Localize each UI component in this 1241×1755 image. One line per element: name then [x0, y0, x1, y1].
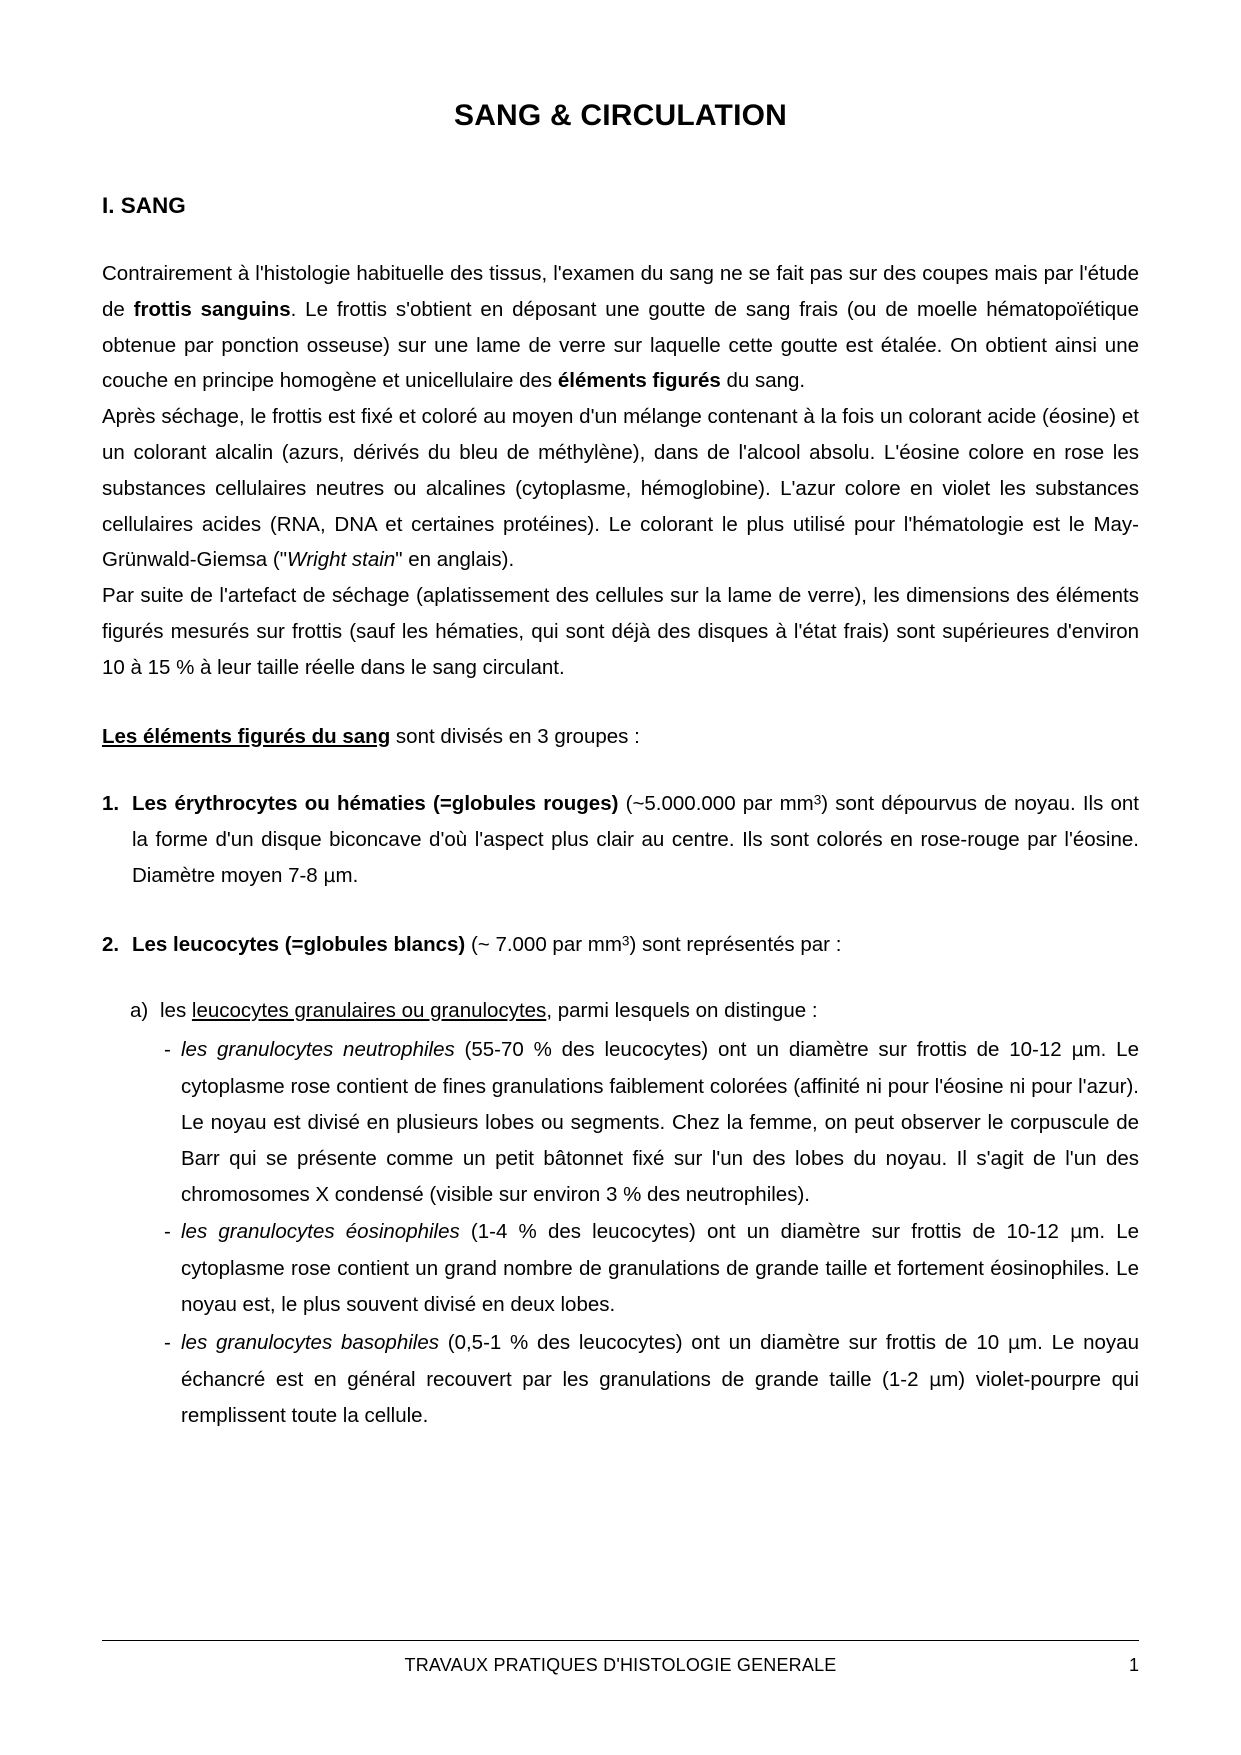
paragraph-intro-text-1: Contrairement à l'histologie habituelle des tissus, l'examen du sang ne se fait pas sur des coupes mais par l'étude de	[102, 262, 1139, 321]
basophiles-body-3: m) violet-pourpre qui remplissent toute la cellule.	[181, 1367, 1139, 1428]
page-footer	[102, 1640, 1139, 1676]
superscript-cube-2: 3	[621, 933, 630, 949]
page-number: 1	[1128, 1655, 1139, 1675]
term-elements-figures: éléments figurés	[557, 369, 721, 393]
paragraph-intro	[102, 256, 1139, 399]
list-item-neutrophiles	[102, 1032, 1139, 1212]
eosinophiles-body-2: m. Le cytoplasme rose contient un grand nombre de granulations de grande taille et fortement éosinophiles. Le noyau est, le plus souvent divisé en deux lobes.	[181, 1220, 1139, 1316]
list-item-basophiles	[102, 1325, 1139, 1434]
list-marker-dash-3: -	[164, 1330, 171, 1354]
section-heading-sang: I. SANG	[102, 193, 186, 218]
eosinophiles-body-1: (1-4 % des leucocytes) ont un diamètre sur frottis de 10-12	[459, 1220, 1071, 1244]
list-item-neutrophiles-text	[181, 1032, 1139, 1212]
paragraph-intro-text-3: du sang.	[720, 369, 806, 393]
list-item-granulocytes-text	[160, 993, 1139, 1029]
term-elements-figures-du-sang: Les éléments figurés du sang	[102, 724, 391, 748]
term-granulocytes-eosinophiles: les granulocytes éosinophiles	[181, 1220, 460, 1244]
paragraph-coloration	[102, 399, 1139, 578]
term-erythrocytes: Les érythrocytes ou hématies (=globules rouges)	[132, 792, 619, 816]
basophiles-body-2: m. Le noyau échancré est en général recouvert par les granulations de grande taille (1-2	[181, 1330, 1139, 1391]
list-marker-dash-1: -	[164, 1038, 171, 1062]
basophiles-body-1: (0,5-1 % des leucocytes) ont un diamètre sur frottis de 10	[438, 1330, 1008, 1354]
micro-symbol-1: µ	[323, 864, 336, 887]
granulocytes-prefix: les	[160, 998, 192, 1022]
granulocytes-suffix: , parmi lesquels on distingue :	[546, 998, 818, 1022]
micro-symbol-3: µ	[1070, 1221, 1083, 1244]
document-content	[102, 0, 1139, 1434]
list-item-eosinophiles	[102, 1214, 1139, 1322]
term-frottis-sanguins: frottis sanguins	[133, 297, 291, 321]
list-item-erythrocytes	[102, 786, 1139, 894]
leucocytes-description: ) sont représentés par :	[629, 932, 842, 956]
list-item-leucocytes-text	[132, 927, 1139, 963]
leucocytes-count-prefix: (~ 7.000 par mm	[465, 932, 622, 956]
paragraph-artefact-sechage: Par suite de l'artefact de séchage (aplatissement des cellules sur la lame de verre), les dimensions des éléments figurés mesurés sur frottis (sauf les hématies, qui sont déjà des disques à l'état frais) sont supérieures d'environ 10 à 15 % à leur taille réelle dans le sang circulant.	[102, 584, 1139, 679]
term-granulocytes-neutrophiles: les granulocytes neutrophiles	[181, 1038, 455, 1062]
list-item-leucocytes	[102, 927, 1139, 963]
micro-symbol-2: µ	[1071, 1039, 1084, 1062]
erythrocytes-count-prefix: (~5.000.000 par mm	[618, 792, 814, 816]
neutrophiles-body-2: m. Le cytoplasme rose contient de fines granulations faiblement colorées (affinité ni pour l'éosine ni pour l'azur). Le noyau est divisé en plusieurs lobes ou segments. Chez la femme, on peut observer le corpuscule de Barr qui se présente comme un petit bâtonnet fixé sur l'un des lobes du noyau. Il s'agit de l'un des chromosomes X condensé (visible sur environ 3 % des neutrophiles).	[181, 1038, 1139, 1206]
erythrocytes-description-end: m.	[335, 863, 359, 887]
list-item-basophiles-text	[181, 1325, 1139, 1434]
lead-in-groupes	[102, 719, 1139, 755]
paragraph-coloration-text-2: " en anglais).	[395, 548, 515, 572]
list-marker-1: 1.	[102, 792, 120, 816]
footer-title: TRAVAUX PRATIQUES D'HISTOLOGIE GENERALE	[404, 1655, 837, 1675]
list-item-eosinophiles-text	[181, 1214, 1139, 1322]
neutrophiles-body-1: (55-70 % des leucocytes) ont un diamètre sur frottis de 10-12	[454, 1038, 1072, 1062]
lead-in-groupes-rest: sont divisés en 3 groupes :	[390, 724, 640, 748]
superscript-cube-1: 3	[813, 792, 822, 808]
term-leucocytes: Les leucocytes (=globules blancs)	[132, 932, 466, 956]
list-item-granulocytes	[102, 993, 1139, 1029]
list-item-erythrocytes-text	[132, 786, 1139, 894]
page-title: SANG & CIRCULATION	[453, 99, 788, 132]
micro-symbol-5: µ	[929, 1368, 942, 1391]
footer-row	[102, 1655, 1139, 1676]
paragraph-coloration-text-1: Après séchage, le frottis est fixé et coloré au moyen d'un mélange contenant à la fois un colorant acide (éosine) et un colorant alcalin (azurs, dérivés du bleu de méthylène), dans de l'alcool absolu. L'éosine colore en rose les substances cellulaires neutres ou alcalines (cytoplasme, hémoglobine). L'azur colore en violet les substances cellulaires acides (RNA, DNA et certaines protéines). Le colorant le plus utilisé pour l'hématologie est le May-Grünwald-Giemsa ("	[102, 405, 1139, 572]
paragraph-intro-text-2: . Le frottis s'obtient en déposant une goutte de sang frais (ou de moelle hématopoïétique obtenue par ponction osseuse) sur une lame de verre sur laquelle cette goutte est étalée. On obtient ainsi une couche en principe homogène et unicellulaire des	[102, 297, 1139, 393]
term-granulocytes-basophiles: les granulocytes basophiles	[181, 1330, 439, 1354]
term-leucocytes-granulaires: leucocytes granulaires ou granulocytes	[191, 998, 547, 1022]
list-marker-a: a)	[130, 998, 149, 1022]
list-marker-2: 2.	[102, 932, 120, 956]
list-marker-dash-2: -	[164, 1220, 171, 1244]
erythrocytes-description: ) sont dépourvus de noyau. Ils ont la forme d'un disque biconcave d'où l'aspect plus clair au centre. Ils sont colorés en rose-rouge par l'éosine. Diamètre moyen 7-8	[132, 792, 1139, 887]
term-wright-stain: Wright stain	[287, 548, 396, 572]
micro-symbol-4: µ	[1007, 1331, 1021, 1354]
footer-divider	[102, 1640, 1139, 1641]
